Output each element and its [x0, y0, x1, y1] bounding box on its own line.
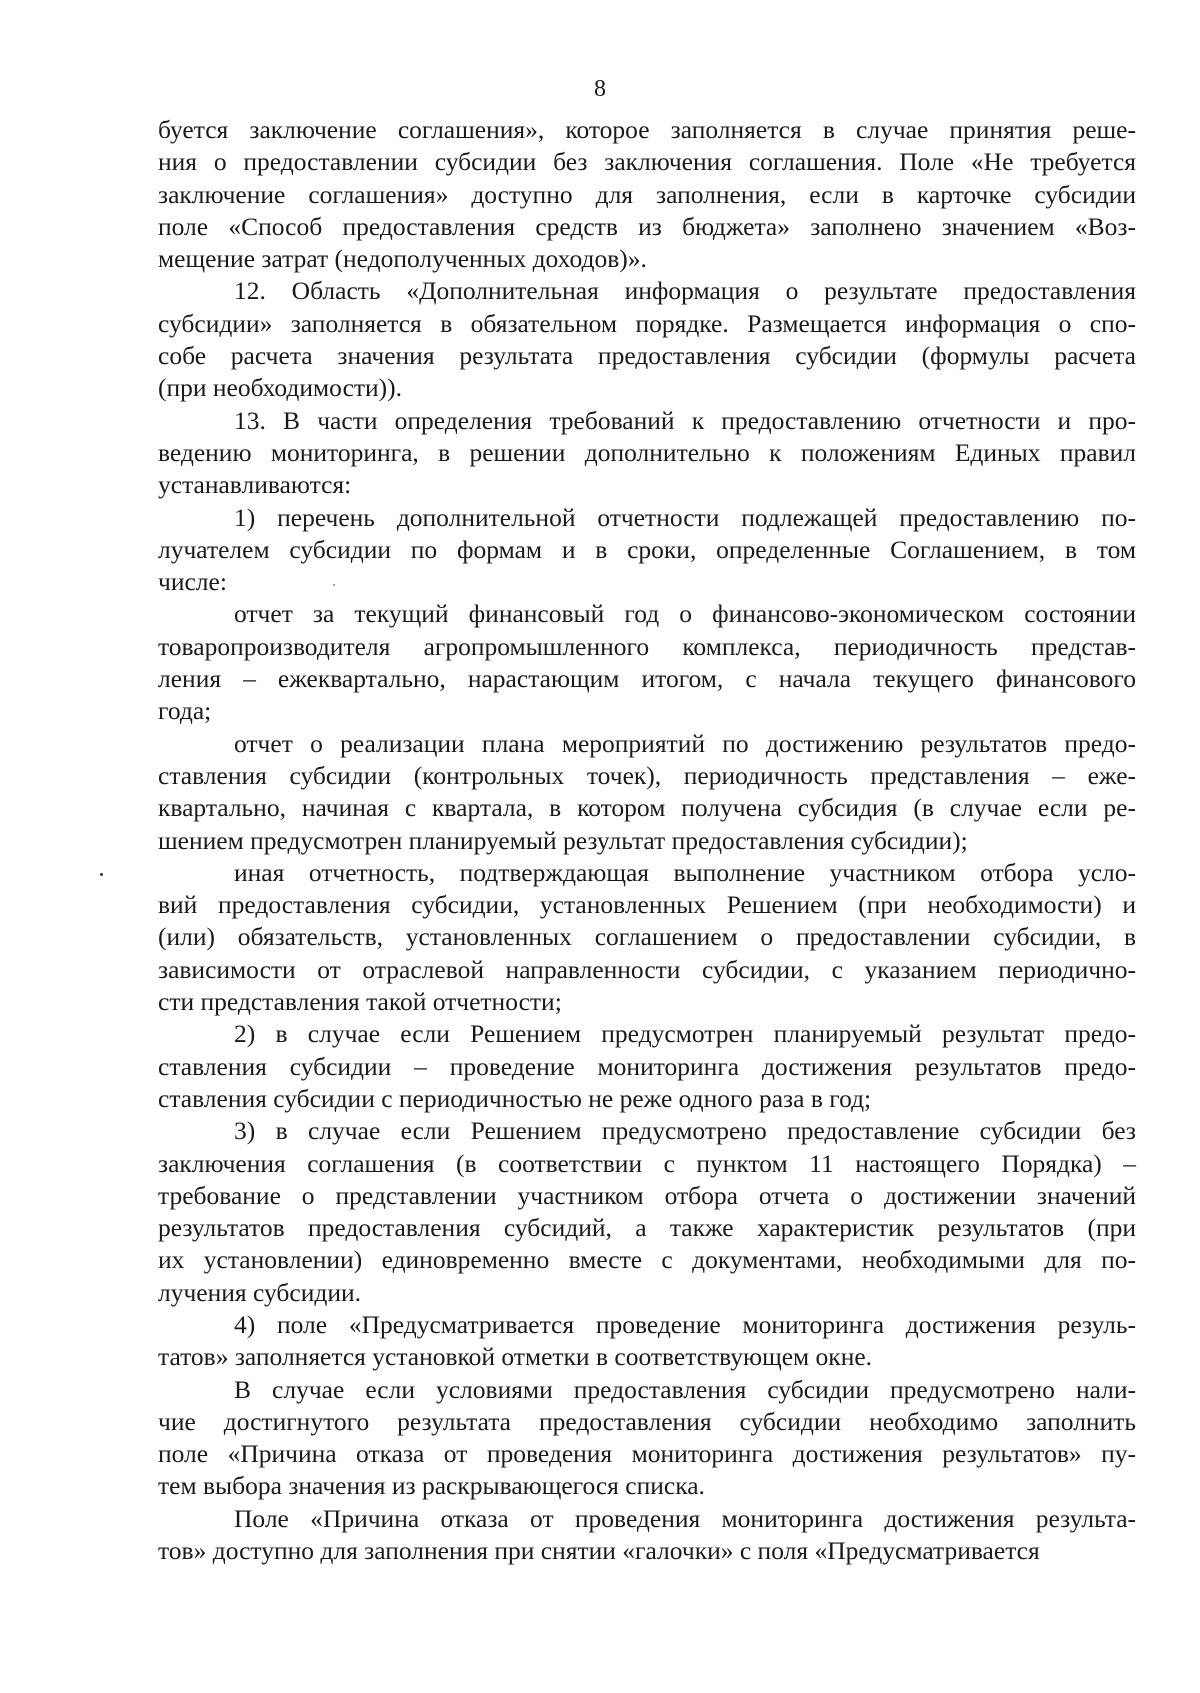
text-line: Поле «Причина отказа от проведения мониторинга достижения результа-: [234, 1503, 1136, 1533]
text-line: тем выбора значения из раскрывающегося списка.: [158, 1471, 705, 1501]
text-line: числе:: [158, 567, 227, 597]
paragraph: [158, 275, 1136, 404]
paragraph: [158, 1309, 1136, 1374]
text-line: зависимости от отраслевой направленности субсидии, с указанием периодично-: [158, 954, 1136, 984]
text-line: 3) в случае если Решением предусмотрено предоставление субсидии без: [234, 1116, 1136, 1146]
text-line: тов» доступно для заполнения при снятии «галочки» с поля «Предусматривается: [158, 1536, 1040, 1566]
paragraph: [158, 857, 1136, 1018]
paragraph: [158, 1503, 1136, 1568]
text-line: ставления субсидии (контрольных точек), периодичность представления – еже-: [158, 760, 1136, 790]
text-line: года;: [158, 696, 212, 726]
paragraph: [158, 502, 1136, 599]
page-number: 8: [594, 76, 606, 102]
text-line: требование о представлении участником отбора отчета о достижении значений: [158, 1180, 1136, 1210]
text-line: татов» заполняется установкой отметки в соответствующем окне.: [158, 1342, 873, 1372]
text-line: поле «Способ предоставления средств из бюджета» заполнено значением «Воз-: [158, 211, 1136, 241]
text-line: результатов предоставления субсидий, а также характеристик результатов (при: [158, 1213, 1136, 1243]
paragraph: [158, 1374, 1136, 1503]
text-line: ведению мониторинга, в решении дополнительно к положениям Единых правил: [158, 437, 1136, 467]
text-line: чие достигнутого результата предоставления субсидии необходимо заполнить: [158, 1406, 1136, 1436]
text-line: шением предусмотрен планируемый результат предоставления субсидии);: [158, 825, 968, 855]
text-line: их установлении) единовременно вместе с документами, необходимыми для по-: [158, 1245, 1136, 1275]
text-line: вий предоставления субсидии, установленных Решением (при необходимости) и: [158, 890, 1136, 920]
scan-speck: [100, 873, 103, 876]
paragraph: [158, 1115, 1136, 1309]
scan-speck: [333, 584, 335, 586]
text-line: товаропроизводителя агропромышленного комплекса, периодичность представ-: [158, 631, 1136, 661]
text-line: (или) обязательств, установленных соглашением о предоставлении субсидии, в: [158, 922, 1136, 952]
text-line: иная отчетность, подтверждающая выполнение участником отбора усло-: [234, 857, 1136, 887]
text-line: собе расчета значения результата предоставления субсидии (формулы расчета: [158, 341, 1136, 371]
text-line: В случае если условиями предоставления субсидии предусмотрено нали-: [234, 1374, 1136, 1404]
text-line: 12. Область «Дополнительная информация о результате предоставления: [234, 276, 1136, 306]
text-line: лучения субсидии.: [158, 1277, 361, 1307]
paragraph: [158, 728, 1136, 857]
text-line: поле «Причина отказа от проведения мониторинга достижения результатов» пу-: [158, 1439, 1136, 1469]
document-body: [158, 114, 1136, 1567]
text-line: сти представления такой отчетности;: [158, 987, 562, 1017]
text-line: ления – ежеквартально, нарастающим итогом, с начала текущего финансового: [158, 664, 1136, 694]
text-line: ставления субсидии с периодичностью не реже одного раза в год;: [158, 1083, 872, 1113]
text-line: ния о предоставлении субсидии без заключения соглашения. Поле «Не требуется: [158, 147, 1136, 177]
paragraph: [158, 1018, 1136, 1115]
text-line: мещение затрат (недополученных доходов)».: [158, 244, 647, 274]
text-line: 1) перечень дополнительной отчетности подлежащей предоставлению по-: [234, 502, 1136, 532]
text-line: 2) в случае если Решением предусмотрен планируемый результат предо-: [234, 1019, 1136, 1049]
text-line: отчет о реализации плана мероприятий по достижению результатов предо-: [234, 728, 1136, 758]
paragraph: [158, 114, 1136, 275]
text-line: заключения соглашения (в соответствии с пунктом 11 настоящего Порядка) –: [158, 1148, 1136, 1178]
text-line: заключение соглашения» доступно для заполнения, если в карточке субсидии: [158, 179, 1136, 209]
text-line: отчет за текущий финансовый год о финансово-экономическом состоянии: [234, 599, 1136, 629]
text-line: 13. В части определения требований к предоставлению отчетности и про-: [234, 405, 1136, 435]
paragraph: [158, 405, 1136, 502]
text-line: устанавливаются:: [158, 470, 352, 500]
text-line: 4) поле «Предусматривается проведение мониторинга достижения резуль-: [234, 1309, 1136, 1339]
text-line: лучателем субсидии по формам и в сроки, определенные Соглашением, в том: [158, 534, 1136, 564]
text-line: буется заключение соглашения», которое заполняется в случае принятия реше-: [158, 115, 1136, 144]
paragraph: [158, 598, 1136, 727]
text-line: (при необходимости)).: [158, 373, 403, 403]
text-line: ставления субсидии – проведение мониторинга достижения результатов предо-: [158, 1051, 1136, 1081]
text-line: квартально, начиная с квартала, в котором получена субсидия (в случае если ре-: [158, 793, 1136, 823]
text-line: субсидии» заполняется в обязательном порядке. Размещается информация о спо-: [158, 308, 1136, 338]
